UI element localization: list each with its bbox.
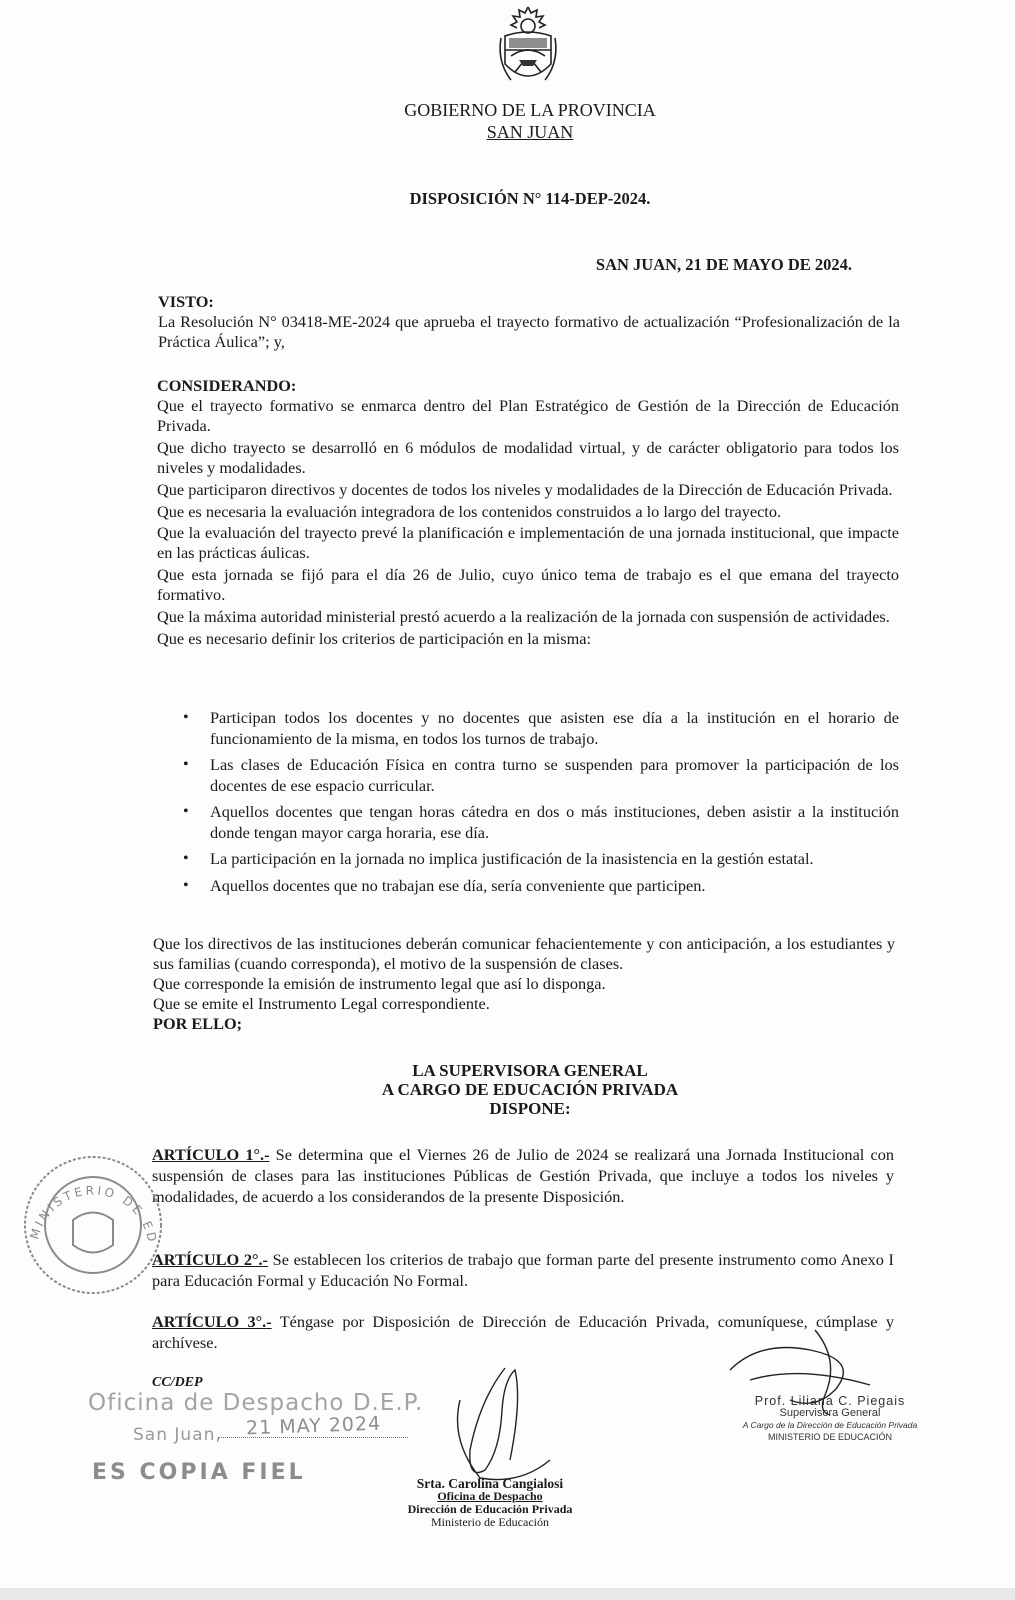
initials: CC/DEP [152, 1375, 203, 1390]
article-label: ARTÍCULO 3°.- [152, 1312, 272, 1331]
article-text: Se determina que el Viernes 26 de Julio de 2024 se realizará una Jornada Institucional con suspensión de clases para las instituciones Públicas de Gestión Privada, que incluye a todos los niveles y modalidades, de acuerdo a los considerandos de la presente Disposición. [152, 1145, 894, 1206]
article-text: Se establecen los criterios de trabajo que forman parte del presente instrumento como Anexo I para Educación Formal y Educación No Formal. [152, 1250, 894, 1290]
signer-role: A Cargo de la Dirección de Educación Privada [742, 1420, 918, 1430]
closing-paragraph: Que corresponde la emisión de instrumento legal que así lo disponga. [153, 974, 606, 993]
stamp-city: San Juan, [133, 1425, 222, 1445]
signer-role: Oficina de Despacho [437, 1489, 543, 1503]
considerando-label: CONSIDERANDO: [157, 376, 297, 395]
list-item: • Las clases de Educación Física en contra turno se suspenden para promover la participación de los docentes de ese espacio curricular. [183, 755, 899, 796]
document-date: SAN JUAN, 21 DE MAYO DE 2024. [595, 255, 852, 274]
signer-name: Prof. Liliana C. Piegais [754, 1394, 906, 1408]
por-ello-label: POR ELLO; [153, 1014, 243, 1033]
considerando-section [157, 376, 899, 649]
province-name: SAN JUAN [486, 122, 574, 142]
visto-text: La Resolución N° 03418-ME-2024 que aprueba el trayecto formativo de actualización “Profesionalización de la Práctica Áulica”; y, [158, 312, 900, 351]
provincial-coat-of-arms-icon [493, 4, 563, 94]
office-stamp: Oficina de Despacho D.E.P. [88, 1390, 424, 1416]
considerando-paragraph: Que es necesaria la evaluación integradora de los contenidos construidos a lo largo del trayecto. [157, 502, 782, 521]
closing-paragraph: Que se emite el Instrumento Legal correspondiente. [153, 994, 490, 1013]
closing-considerations [153, 934, 895, 1034]
authority-line: A CARGO DE EDUCACIÓN PRIVADA [381, 1080, 679, 1099]
svg-text:MINISTERIO DE EDUCACIÓN [12, 1138, 160, 1246]
government-name: GOBIERNO DE LA PROVINCIA [404, 100, 656, 120]
closing-paragraph: Que los directivos de las instituciones deberán comunicar fehacientemente y con anticipación, a los estudiantes y sus familias (cuando corresponda), el motivo de la suspensión de clases. [153, 934, 895, 973]
stamp-date: 21 MAY 2024 [245, 1412, 382, 1440]
considerando-paragraph: Que participaron directivos y docentes de todos los niveles y modalidades de la Dirección de Educación Privada. [157, 480, 893, 499]
copy-stamp: ES COPIA FIEL [92, 1460, 306, 1485]
article-text: Téngase por Disposición de Dirección de Educación Privada, comuníquese, cúmplase y archívese. [152, 1312, 894, 1352]
considerando-paragraph: Que dicho trayecto se desarrolló en 6 módulos de modalidad virtual, y de carácter obligatorio para todos los niveles y modalidades. [157, 438, 899, 477]
seal-text: MINISTERIO DE EDUCACIÓN [11, 1139, 160, 1246]
signer-name: Srta. Carolina Cangialosi [416, 1476, 564, 1491]
list-item: • La participación en la jornada no implica justificación de la inasistencia en la gestión estatal. [183, 849, 899, 870]
authority-heading [290, 1061, 770, 1118]
left-signature-block [390, 1477, 590, 1529]
article-label: ARTÍCULO 1°.- [152, 1145, 270, 1164]
dispone-label: DISPONE: [489, 1099, 571, 1118]
considerando-paragraph: Que esta jornada se fijó para el día 26 de Julio, cuyo único tema de trabajo es el que emana del trayecto formativo. [157, 565, 899, 604]
authority-line: LA SUPERVISORA GENERAL [412, 1061, 648, 1080]
list-item: • Aquellos docentes que tengan horas cátedra en dos o más instituciones, deben asistir a la institución donde tengan mayor carga horaria, ese día. [183, 802, 899, 843]
left-signature-icon [440, 1360, 600, 1490]
visto-section [158, 292, 900, 352]
article-label: ARTÍCULO 2°.- [152, 1250, 268, 1269]
considerando-paragraph: Que la evaluación del trayecto prevé la planificación e implementación de una jornada institucional, que impacte en las prácticas áulicas. [157, 523, 899, 562]
signer-role: Dirección de Educación Privada [407, 1502, 573, 1516]
article-1 [152, 1144, 894, 1207]
considerando-paragraph: Que el trayecto formativo se enmarca dentro del Plan Estratégico de Gestión de la Dirección de Educación Privada. [157, 396, 899, 435]
signer-role: Supervisora General [779, 1407, 881, 1419]
signer-role: MINISTERIO DE EDUCACIÓN [767, 1432, 892, 1442]
page-edge [0, 1588, 1015, 1600]
ministry-seal-icon [11, 1139, 168, 1300]
article-2 [152, 1249, 894, 1291]
considerando-paragraph: Que es necesario definir los criterios de participación en la misma: [157, 629, 592, 648]
disposition-title: DISPOSICIÓN N° 114-DEP-2024. [409, 189, 651, 208]
list-item: • Aquellos docentes que no trabajan ese día, sería conveniente que participen. [183, 876, 899, 897]
considerando-paragraph: Que la máxima autoridad ministerial prestó acuerdo a la realización de la jornada con suspensión de actividades. [157, 607, 890, 626]
right-signature-block [735, 1395, 925, 1443]
signer-role: Ministerio de Educación [431, 1515, 549, 1529]
criteria-list [183, 708, 899, 902]
list-item: • Participan todos los docentes y no docentes que asisten ese día a la institución en el horario de funcionamiento de la misma, en todos los turnos de trabajo. [183, 708, 899, 749]
visto-label: VISTO: [158, 292, 214, 311]
